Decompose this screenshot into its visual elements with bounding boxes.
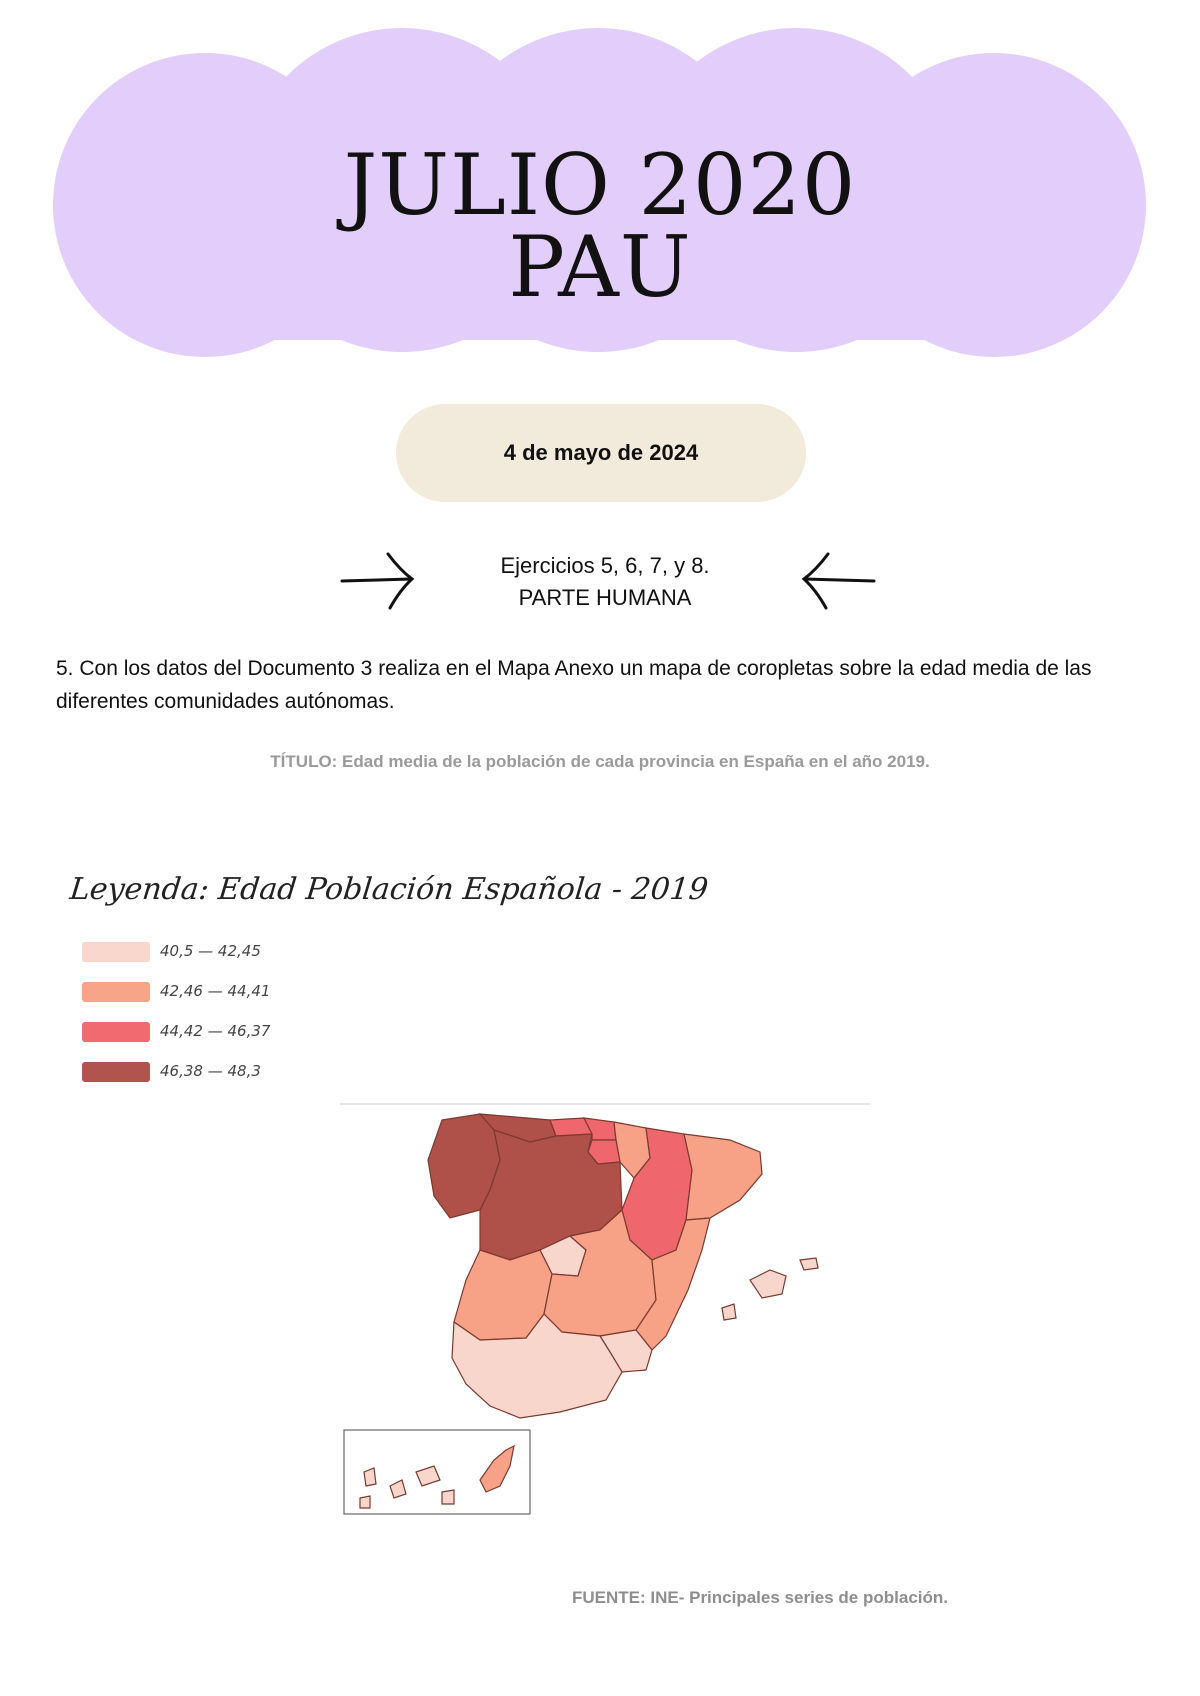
legend-swatch (82, 1062, 150, 1082)
page-title-line-1: JULIO 2020 (343, 136, 857, 234)
region-canarias-west (360, 1466, 454, 1508)
map-title: TÍTULO: Edad media de la población de cada provincia en España en el año 2019. (270, 752, 930, 771)
legend-label: 40,5 — 42,45 (160, 942, 261, 960)
question-text: 5. Con los datos del Documento 3 realiza en el Mapa Anexo un mapa de coropletas sobre la edad media de las diferentes comunidades autónomas. (56, 657, 1092, 713)
date-badge: 4 de mayo de 2024 (396, 404, 806, 502)
legend-label: 46,38 — 48,3 (160, 1062, 261, 1080)
exercises-line-1: Ejercicios 5, 6, 7, y 8. (500, 553, 710, 578)
source-note: FUENTE: INE- Principales series de población. (572, 1588, 948, 1607)
arrow-right-icon (338, 548, 418, 612)
legend-title: Leyenda: Edad Población Española - 2019 (68, 872, 710, 907)
choropleth-map-spain (330, 1100, 870, 1560)
region-canarias-east (480, 1446, 514, 1492)
region-cataluna (684, 1134, 762, 1220)
arrow-left-icon (798, 548, 878, 612)
region-baleares-menorca (800, 1258, 818, 1270)
legend-label: 44,42 — 46,37 (160, 1022, 271, 1040)
region-baleares-ibiza (722, 1304, 736, 1320)
region-baleares-mallorca (750, 1270, 786, 1298)
legend-swatch (82, 1022, 150, 1042)
legend-label: 42,46 — 44,41 (160, 982, 271, 1000)
exercises-line-2: PARTE HUMANA (518, 585, 692, 610)
exercises-heading (440, 550, 770, 614)
legend-swatch (82, 942, 150, 962)
legend-swatch (82, 982, 150, 1002)
page-title-line-2: PAU (508, 218, 692, 316)
